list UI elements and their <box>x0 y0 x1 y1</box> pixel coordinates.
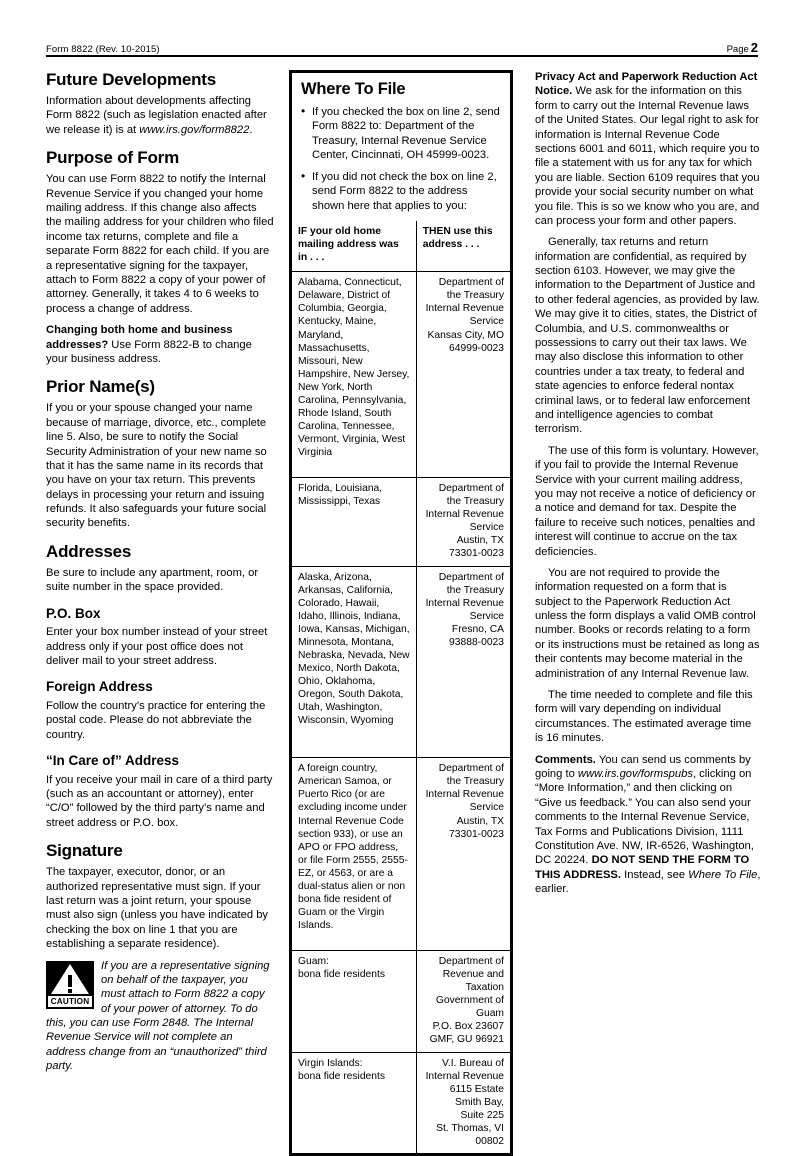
para-privacy-notice-5: The time needed to complete and file this form will vary depending on individual circumstances. The estimated average time is 16 minutes. <box>535 689 753 745</box>
para-po-box: Enter your box number instead of your street address only if your post office does not deliver mail to your street address. <box>46 626 268 667</box>
cell-states: Alaska, Arizona, Arkansas, California, Colorado, Hawaii, Idaho, Illinois, Indiana, Iowa, Kansas, Michigan, Minnesota, Montana, Nebraska, Nevada, New Mexico, North Dakota, Ohio, Oklahoma, Oregon, South Dakota, Utah, Washington, Wisconsin, Wyoming <box>292 566 416 758</box>
middle-column <box>289 70 513 1156</box>
page-word: Page <box>726 44 749 55</box>
fd-url: www.irs.gov/form8822 <box>139 123 250 136</box>
page-number-label <box>727 40 758 55</box>
para-foreign-address: Follow the country’s practice for entering the postal code. Please do not abbreviate the country. <box>46 699 266 741</box>
caution-exclamation-dot <box>68 989 72 993</box>
heading-in-care-of-address: “In Care of” Address <box>46 753 180 769</box>
cell-address: Department of the Treasury Internal Revenue Service Kansas City, MO 64999-0023 <box>416 272 510 478</box>
cell-address: Department of the Treasury Internal Revenue Service Austin, TX 73301-0023 <box>416 758 510 951</box>
cell-states: Virgin Islands: bona fide residents <box>292 1052 416 1153</box>
comments-text-d: , earlier. <box>535 868 761 896</box>
table-row <box>292 758 510 951</box>
comments-lead: Comments. <box>535 753 596 766</box>
table-row <box>292 566 510 758</box>
para-addresses: Be sure to include any apartment, room, or suite number in the space provided. <box>46 566 259 594</box>
header-divider <box>46 55 758 57</box>
para-comments <box>535 753 761 897</box>
comments-text-a: You can send us comments by going to <box>535 753 751 780</box>
para-changing-addresses <box>46 323 274 366</box>
para-in-care-of-address: If you receive your mail in care of a third party (such as an accountant or attorney), enter “C/O” followed by the third party’s name and street address or P.O. box. <box>46 773 273 829</box>
para-purpose-of-form: You can use Form 8822 to notify the Internal Revenue Service if you changed your home mailing address. If this change also affects the mailing address for your children who filed income tax returns, complete and file a separate Form 8822 for each child. If you are a representative signing for the taxpayer, attach to Form 8822 a copy of your power of attorney. Generally, it takes 4 to 6 weeks to process a change of address. <box>46 173 274 315</box>
para-privacy-notice-1 <box>535 70 761 228</box>
cell-address: Department of Revenue and Taxation Government of Guam P.O. Box 23607 GMF, GU 96921 <box>416 951 510 1052</box>
cell-states: A foreign country, American Samoa, or Puerto Rico (or are excluding income under Internal Revenue Code section 933), or use an APO or FPO address, or file Form 2555, 2555-EZ, or 4563, or are a dual-status alien or non bona fide resident of Guam or the Virgin Islands. <box>292 758 416 951</box>
heading-purpose-of-form: Purpose of Form <box>46 148 180 168</box>
caution-block <box>46 959 274 1074</box>
comments-text-c: Instead, see <box>621 868 689 881</box>
caution-icon-label: CAUTION <box>48 996 92 1007</box>
comments-emphasis: DO NOT SEND THE FORM TO THIS ADDRESS. <box>535 854 750 881</box>
privacy-notice-body-1: We ask for the information on this form to carry out the Internal Revenue laws of the United States. Our legal right to ask for information is Internal Revenue Code sections 6001 and 6011, which require you to file a statement with us for any tax for which you are liable. Section 6109 requires that you provide your social security number on what you file. This is so we know who you are, and can process your form and other papers. <box>535 85 760 227</box>
cell-states: Guam: bona fide residents <box>292 951 416 1052</box>
left-column <box>46 70 274 1074</box>
where-to-file-header <box>292 73 510 221</box>
list-item: • If you did not check the box on line 2, send Form 8822 to the address shown here that applies to you: <box>301 170 501 213</box>
fd-text-b: . <box>249 123 253 136</box>
para-signature: The taxpayer, executor, donor, or an authorized representative must sign. If your last return was a joint return, your spouse must also sign (unless you have indicated by checking the box on line 1 that you are establishing a separate residence). <box>46 866 269 951</box>
caution-text: If you are a representative signing on behalf of the taxpayer, you must attach to Form 8822 a copy of your power of attorney. To do this, you can use Form 2848. The Internal Revenue Service will not complete an address change from an “unauthorized” third party. <box>46 959 270 1073</box>
cell-states: Alabama, Connecticut, Delaware, District of Columbia, Georgia, Kentucky, Maine, Maryland, Massachusetts, Missouri, New Hampshire, New Jersey, New York, North Carolina, Pennsylvania, Rhode Island, South Carolina, Tennessee, Vermont, Virginia, West Virginia <box>292 272 416 478</box>
para-privacy-notice-4: You are not required to provide the information requested on a form that is subject to the Paperwork Reduction Act unless the form displays a valid OMB control number. Books or records relating to a form or its instructions must be retained as long as their contents may become material in the administration of any Internal Revenue law. <box>535 566 760 680</box>
cell-address: Department of the Treasury Internal Revenue Service Austin, TX 73301-0023 <box>416 478 510 566</box>
cell-states: Florida, Louisiana, Mississippi, Texas <box>292 478 416 566</box>
changing-addresses-body: Use Form 8822-B to change your business address. <box>46 338 252 365</box>
where-to-file-bullets <box>301 105 501 213</box>
list-item: • If you checked the box on line 2, send Form 8822 to: Department of the Treasury, Internal Revenue Service Center, Cincinnati, OH 45999-0023. <box>301 105 501 163</box>
privacy-notice-lead: Privacy Act and Paperwork Reduction Act Notice. <box>535 71 758 98</box>
para-privacy-notice-3: The use of this form is voluntary. However, if you fail to provide the Internal Revenue Service with your current mailing address, you may not receive a notice of deficiency or a notice and demand for tax. Despite the failure to receive such notices, penalties and interest will continue to accrue on the tax deficiencies. <box>535 444 759 558</box>
column-header-use-address: THEN use this address . . . <box>416 221 510 272</box>
para-future-developments <box>46 94 274 137</box>
table-row <box>292 478 510 566</box>
heading-future-developments: Future Developments <box>46 70 217 89</box>
caution-exclamation-bar <box>68 975 72 987</box>
table-header-row <box>292 221 510 272</box>
heading-prior-names: Prior Name(s) <box>46 377 155 397</box>
table-row <box>292 272 510 478</box>
cell-address: V.I. Bureau of Internal Revenue 6115 Estate Smith Bay, Suite 225 St. Thomas, VI 00802 <box>416 1052 510 1153</box>
form-identifier: Form 8822 (Rev. 10-2015) <box>46 44 160 55</box>
table-row <box>292 951 510 1052</box>
comments-url: www.irs.gov/formspubs <box>577 767 693 780</box>
where-to-file-table <box>292 221 510 1153</box>
comments-italic-ref: Where To File <box>688 868 758 881</box>
right-column <box>535 70 761 903</box>
heading-signature: Signature <box>46 841 123 861</box>
column-header-old-address: IF your old home mailing address was in . . . <box>292 221 416 272</box>
para-prior-names: If you or your spouse changed your name because of marriage, divorce, etc., complete line 5. Also, be sure to notify the Social Security Administration of your new name so that it has the same name in its records that you have on your tax return. This prevents delays in processing your return and issuing refunds. It also safeguards your future social security benefits. <box>46 402 267 530</box>
heading-foreign-address: Foreign Address <box>46 679 153 695</box>
cell-address: Department of the Treasury Internal Revenue Service Fresno, CA 93888-0023 <box>416 566 510 758</box>
fd-text-a: Information about developments affecting Form 8822 (such as legislation enacted after we release it) is at <box>46 95 267 136</box>
para-privacy-notice-2: Generally, tax returns and return information are confidential, as required by section 6103. However, we may give the information to the Department of Justice and to other federal agencies, as provided by law. We may give it to cities, states, the District of Columbia, and U.S. commonwealths or possessions to carry out their tax laws. We may also disclose this information to other countries under a tax treaty, to federal and state agencies to enforce federal nontax criminal laws, or to federal law enforcement and intelligence agencies to combat terrorism. <box>535 236 760 436</box>
heading-addresses: Addresses <box>46 541 132 561</box>
page-number: 2 <box>750 40 758 55</box>
heading-po-box: P.O. Box <box>46 605 101 621</box>
table-row <box>292 1052 510 1153</box>
where-to-file-table-body <box>292 221 510 1153</box>
caution-icon <box>46 961 94 1009</box>
where-to-file-box <box>289 70 513 1156</box>
comments-text-b: , clicking on “More Information,” and then clicking on “Give us feedback.” You can also send your comments to the Internal Revenue Service, Tax Forms and Publications Division, 1111 Constitution Ave. NW, IR-6526, Washington, DC 20224. <box>535 767 754 867</box>
where-to-file-title: Where To File <box>301 80 406 98</box>
changing-addresses-lead: Changing both home and business addresses? <box>46 324 233 351</box>
page-header <box>46 40 758 55</box>
